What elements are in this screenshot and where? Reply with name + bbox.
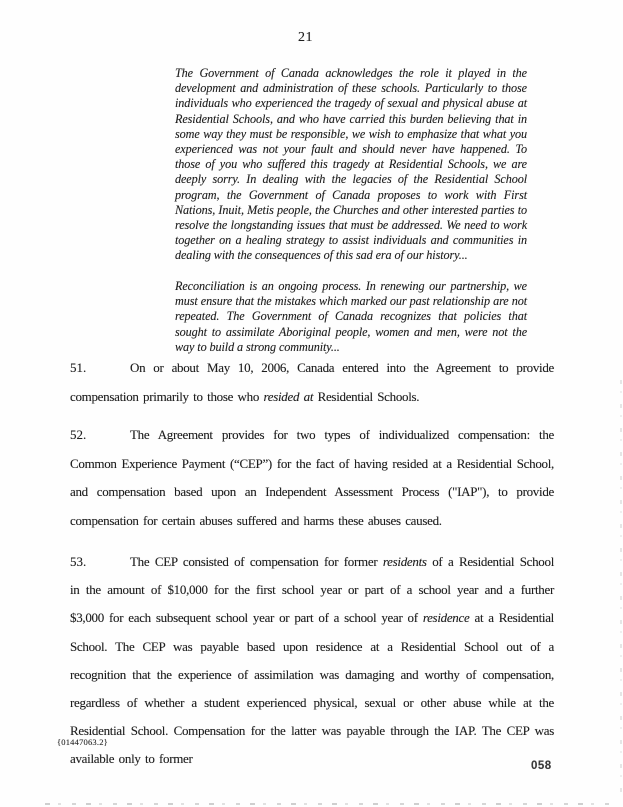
paragraph-53 [70,548,554,774]
footer-document-id: {01447063.2} [57,737,108,747]
paragraph-53-text: The CEP consisted of compensation for former residents of a Residential School in the amount of $10,000 for the first school year or part of a school year and a further $3,000 for each subsequent school year or part of a school year of residence at a Residential School. The CEP was payable based upon residence at a Residential School out of a recognition that the experience of assimilation was damaging and worthy of compensation, regardless of whether a student experienced physical, sexual or other abuse while at the Residential School. Compensation for the latter was payable through the IAP. The CEP was available only to former [70,554,555,767]
bates-stamp-number: 058 [531,760,552,772]
page-number: 21 [298,30,313,45]
paragraph-53-number: 53. [70,554,87,569]
scan-noise-right-edge [620,380,622,797]
quoted-paragraph-reconciliation: Reconciliation is an ongoing process. In renewing our partnership, we must ensure that the mistakes which marked our past relationship are not repeated. The Government of Canada recognizes that policies that sought to assimilate Aboriginal people, women and men, were not the way to build a strong community... [175,279,527,354]
paragraph-52-text: The Agreement provides for two types of individualized compensation: the Common Experience Payment (“CEP”) for the fact of having resided at a Residential School, and compensation based upon an Independent Assessment Process ("IAP"), to provide compensation for certain abuses suffered and harms these abuses caused. [70,427,554,528]
scan-noise-bottom-edge [45,803,615,805]
quoted-paragraph-apology: The Government of Canada acknowledges the role it played in the development and administration of these schools. Particularly to those individuals who experienced the tragedy of sexual and physical abuse at Residential Schools, and who have carried this burden believing that in some way they must be responsible, we wish to emphasize that what you experienced was not your fault and should never have happened. To those of you who suffered this tragedy at Residential Schools, we are deeply sorry. In dealing with the legacies of the Residential School program, the Government of Canada proposes to work with First Nations, Inuit, Metis people, the Churches and other interested parties to resolve the longstanding issues that must be addressed. We need to work together on a healing strategy to assist individuals and communities in dealing with the consequences of this sad era of our history... [175,66,527,263]
paragraph-52 [70,421,554,535]
paragraph-52-number: 52. [70,427,87,442]
paragraph-51 [70,354,554,411]
paragraph-51-text: On or about May 10, 2006, Canada entered into the Agreement to provide compensation primarily to those who resided at Residential Schools. [70,360,554,404]
paragraph-51-number: 51. [70,360,87,375]
